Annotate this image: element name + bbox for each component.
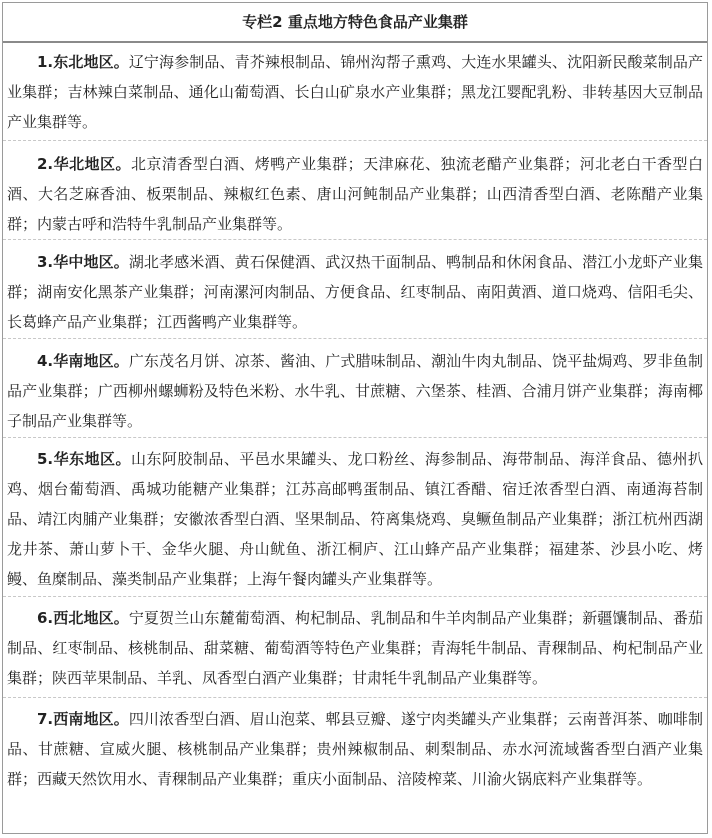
region-heading: 4.华南地区。 bbox=[37, 352, 129, 370]
region-section-northeast bbox=[3, 43, 707, 141]
region-text: 辽宁海参制品、青芥辣根制品、锦州沟帮子熏鸡、大连水果罐头、沈阳新民酸菜制品产业集群；吉林辣白菜制品、通化山葡萄酒、长白山矿泉水产业集群；黑龙江婴配乳粉、非转基因大豆制品产业集群等。 bbox=[7, 53, 703, 131]
region-section-central bbox=[3, 240, 707, 339]
region-section-east bbox=[3, 438, 707, 597]
region-heading: 7.西南地区。 bbox=[37, 710, 129, 728]
region-heading: 1.东北地区。 bbox=[37, 53, 129, 71]
region-heading: 6.西北地区。 bbox=[37, 609, 129, 627]
region-heading: 5.华东地区。 bbox=[37, 450, 131, 468]
region-heading: 3.华中地区。 bbox=[37, 253, 129, 271]
region-heading: 2.华北地区。 bbox=[37, 155, 131, 173]
sidebar-box bbox=[2, 2, 708, 834]
region-sections bbox=[3, 43, 707, 828]
region-section-southwest bbox=[3, 698, 707, 828]
box-title: 专栏2 重点地方特色食品产业集群 bbox=[3, 3, 707, 43]
region-text: 四川浓香型白酒、眉山泡菜、郫县豆瓣、遂宁肉类罐头产业集群；云南普洱茶、咖啡制品、甘蔗糖、宣威火腿、核桃制品产业集群；贵州辣椒制品、刺梨制品、赤水河流域酱香型白酒产业集群；西藏天然饮用水、青稞制品产业集群；重庆小面制品、涪陵榨菜、川渝火锅底料产业集群等。 bbox=[7, 710, 703, 788]
region-section-north bbox=[3, 141, 707, 240]
region-text: 北京清香型白酒、烤鸭产业集群；天津麻花、独流老醋产业集群；河北老白干香型白酒、大名芝麻香油、板栗制品、辣椒红色素、唐山河鲀制品产业集群；山西清香型白酒、老陈醋产业集群；内蒙古呼和浩特牛乳制品产业集群等。 bbox=[7, 155, 703, 233]
region-text: 山东阿胶制品、平邑水果罐头、龙口粉丝、海参制品、海带制品、海洋食品、德州扒鸡、烟台葡萄酒、禹城功能糖产业集群；江苏高邮鸭蛋制品、镇江香醋、宿迁浓香型白酒、南通海苔制品、靖江肉脯产业集群；安徽浓香型白酒、坚果制品、符离集烧鸡、臭鳜鱼制品产业集群；浙江杭州西湖龙井茶、萧山萝卜干、金华火腿、舟山鱿鱼、浙江桐庐、江山蜂产品产业集群；福建茶、沙县小吃、烤鳗、鱼糜制品、藻类制品产业集群；上海午餐肉罐头产业集群等。 bbox=[7, 450, 703, 588]
region-text: 宁夏贺兰山东麓葡萄酒、枸杞制品、乳制品和牛羊肉制品产业集群；新疆馕制品、番茄制品、红枣制品、核桃制品、甜菜糖、葡萄酒等特色产业集群；青海牦牛制品、青稞制品、枸杞制品产业集群；陕西苹果制品、羊乳、凤香型白酒产业集群；甘肃牦牛乳制品产业集群等。 bbox=[7, 609, 703, 687]
region-text: 广东茂名月饼、凉茶、酱油、广式腊味制品、潮汕牛肉丸制品、饶平盐焗鸡、罗非鱼制品产业集群；广西柳州螺蛳粉及特色米粉、水牛乳、甘蔗糖、六堡茶、桂酒、合浦月饼产业集群；海南椰子制品产业集群等。 bbox=[7, 352, 703, 430]
region-text: 湖北孝感米酒、黄石保健酒、武汉热干面制品、鸭制品和休闲食品、潜江小龙虾产业集群；湖南安化黑茶产业集群；河南漯河肉制品、方便食品、红枣制品、南阳黄酒、道口烧鸡、信阳毛尖、长葛蜂产品产业集群；江西酱鸭产业集群等。 bbox=[7, 253, 703, 331]
region-section-south bbox=[3, 339, 707, 438]
region-section-northwest bbox=[3, 597, 707, 698]
